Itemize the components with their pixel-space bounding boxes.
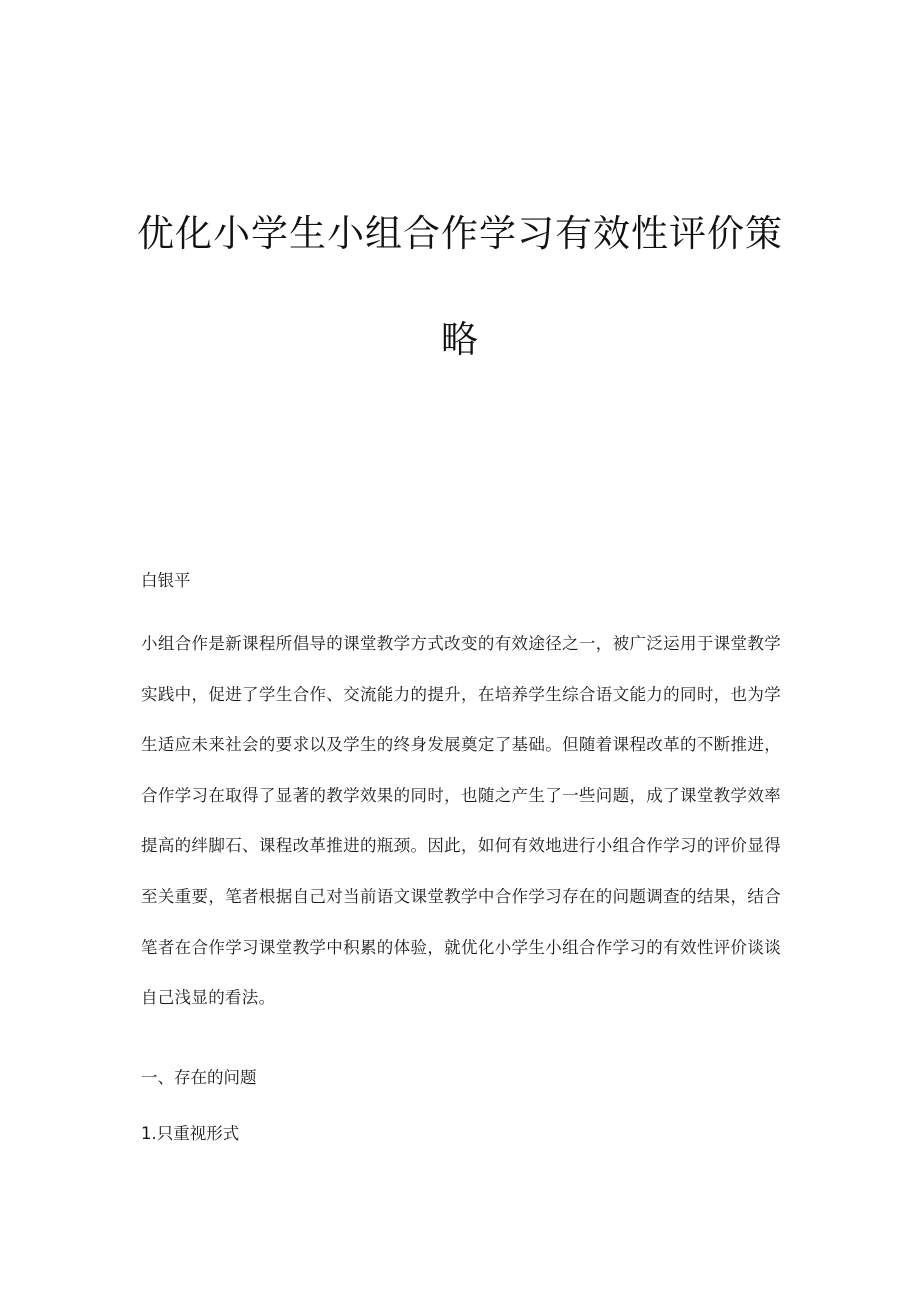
title-line-1: 优化小学生小组合作学习有效性评价策 [137,212,783,255]
intro-paragraph: 小组合作是新课程所倡导的课堂教学方式改变的有效途径之一，被广泛运用于课堂教学实践中，促进了学生合作、交流能力的提升，在培养学生综合语文能力的同时，也为学生适应未来社会的要求以及学生的终身发展奠定了基础。但随着课程改革的不断推进，合作学习在取得了显著的教学效果的同时，也随之产生了一些问题，成了课堂教学效率提高的绊脚石、课程改革推进的瓶颈。因此，如何有效地进行小组合作学习的评价显得至关重要，笔者根据自己对当前语文课堂教学中合作学习存在的问题调查的结果，结合笔者在合作学习课堂教学中积累的体验，就优化小学生小组合作学习的有效性评价谈谈自己浅显的看法。 [141,634,781,1008]
subsection-heading: 1.只重视形式 [141,1124,240,1143]
title-line-2: 略 [441,318,479,361]
document-title [120,212,800,361]
author-name: 白银平 [141,571,191,590]
section-heading: 一、存在的问题 [141,1068,257,1087]
